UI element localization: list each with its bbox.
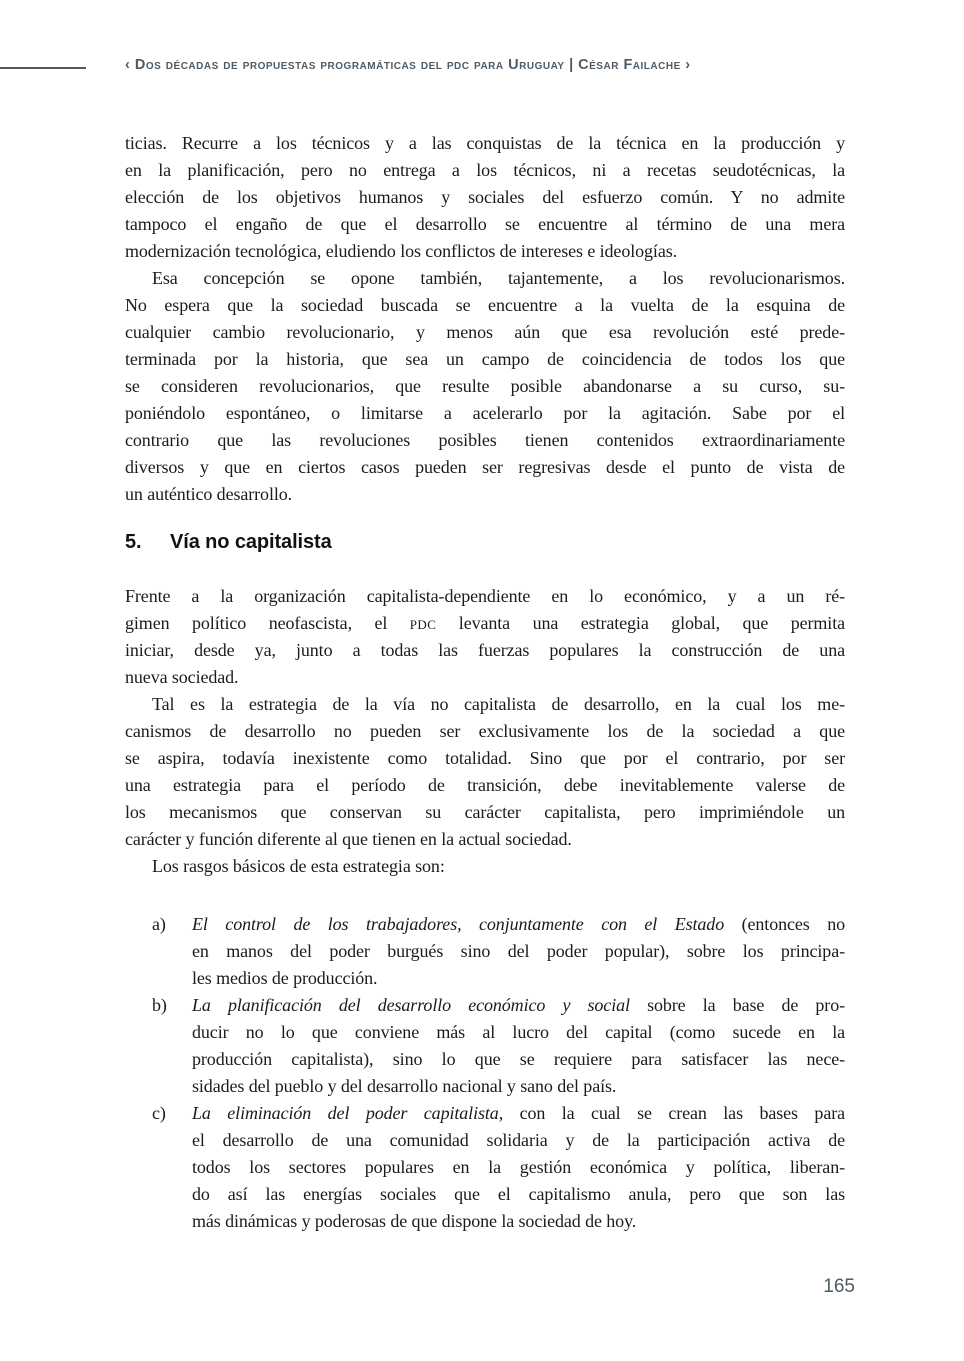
body-text: un auténtico desarrollo. (125, 484, 293, 504)
text-line (192, 1073, 845, 1100)
text-line (125, 346, 845, 373)
text-line (125, 130, 845, 157)
list-item-text (192, 911, 845, 992)
list-marker: b) (152, 995, 167, 1015)
text-line (192, 965, 845, 992)
body-text: terminada por la historia, que sea un campo de coincidencia de todos los que (125, 349, 845, 369)
section-title: Vía no capitalista (170, 531, 332, 553)
italic-text: El control de los trabajadores, conjuntamente con el Estado (192, 914, 725, 934)
text-line (125, 319, 845, 346)
body-text: contrario que las revoluciones posibles tienen contenidos extraordinariamente (125, 430, 845, 450)
body-text: les medios de producción. (192, 968, 378, 988)
list-item-text (192, 1100, 845, 1235)
body-text: se consideren revolucionarios, que resulte posible abandonarse a su curso, su- (125, 376, 845, 396)
body-text: nueva sociedad. (125, 667, 239, 687)
body-text: sidades del pueblo y del desarrollo nacional y sano del país. (192, 1076, 617, 1096)
body-text: diversos y que en ciertos casos pueden ser regresivas desde el punto de vista de (125, 457, 845, 477)
running-header: ‹ Dos décadas de propuestas programáticas del pdc para Uruguay | César Failache › (125, 57, 691, 73)
text-line (192, 911, 845, 938)
body-text: en manos del poder burgués sino del poder popular), sobre los principa- (192, 941, 845, 961)
text-line (125, 772, 845, 799)
text-line (125, 238, 845, 265)
text-line (192, 1181, 845, 1208)
body-text: sobre la base de pro- (629, 995, 845, 1015)
text-line (192, 1208, 845, 1235)
text-line (192, 992, 845, 1019)
text-line (125, 664, 845, 691)
list-marker: a) (152, 914, 166, 934)
text-line (125, 373, 845, 400)
italic-text: La eliminación del poder capitalista, (192, 1103, 504, 1123)
paragraph (125, 691, 845, 853)
text-line (192, 1154, 845, 1181)
text-line (125, 610, 845, 637)
body-text: Tal es la estrategia de la vía no capitalista de desarrollo, en la cual los me- (152, 694, 845, 714)
body-text: elección de los objetivos humanos y sociales del esfuerzo común. Y no admite (125, 187, 845, 207)
text-line (125, 745, 845, 772)
section-heading (125, 529, 845, 556)
body-text: más dinámicas y poderosas de que dispone la sociedad de hoy. (192, 1211, 637, 1231)
body-text: cualquier cambio revolucionario, y menos aún que esa revolución esté prede- (125, 322, 845, 342)
body-text: se aspira, todavía inexistente como totalidad. Sino que por el contrario, por ser (125, 748, 845, 768)
body-text: poniéndolo espontáneo, o limitarse a acelerarlo por la agitación. Sabe por el (125, 403, 845, 423)
body-text: canismos de desarrollo no pueden ser exclusivamente los de la sociedad a que (125, 721, 845, 741)
body-text: levanta una estrategia global, que permita (436, 613, 846, 633)
body-text: No espera que la sociedad buscada se encuentre a la vuelta de la esquina de (125, 295, 845, 315)
paragraph (125, 130, 845, 265)
italic-text: La planificación del desarrollo económico y social (192, 995, 630, 1015)
paragraph (125, 583, 845, 691)
body-text: Frente a la organización capitalista-dependiente en lo económico, y a un ré- (125, 586, 845, 606)
text-line (125, 826, 845, 853)
list-item (125, 992, 845, 1100)
paragraph (125, 265, 845, 508)
body-text: producción capitalista), sino lo que se requiere para satisfacer las nece- (192, 1049, 845, 1069)
page-body-text (125, 130, 845, 1235)
body-text: tampoco el engaño de que el desarrollo se encuentre al término de una mera (125, 214, 845, 234)
body-text: do así las energías sociales que el capitalismo anula, pero que son las (192, 1184, 845, 1204)
list-item (125, 1100, 845, 1235)
list-item (125, 911, 845, 992)
text-line (192, 1100, 845, 1127)
text-line (125, 799, 845, 826)
smallcaps-text: pdc (409, 613, 437, 633)
body-text: ticias. Recurre a los técnicos y a las conquistas de la técnica en la producción y (125, 133, 845, 153)
body-text: los mecanismos que conservan su carácter capitalista, pero imprimiéndole un (125, 802, 845, 822)
body-text: con la cual se crean las bases para (503, 1103, 845, 1123)
text-line (125, 481, 845, 508)
header-rule (0, 67, 86, 69)
text-line (125, 184, 845, 211)
body-text: Los rasgos básicos de esta estrategia son: (152, 856, 445, 876)
text-line (125, 211, 845, 238)
paragraph (125, 853, 845, 880)
text-line (125, 292, 845, 319)
text-line (125, 157, 845, 184)
text-line (125, 583, 845, 610)
text-line (125, 265, 845, 292)
body-text: todos los sectores populares en la gestión económica y política, liberan- (192, 1157, 845, 1177)
section-number: 5. (125, 531, 142, 553)
text-line (192, 1046, 845, 1073)
list-marker: c) (152, 1103, 166, 1123)
list-item-text (192, 992, 845, 1100)
body-text: iniciar, desde ya, junto a todas las fuerzas populares la construcción de una (125, 640, 845, 660)
page-number: 165 (823, 1276, 855, 1297)
body-text: ducir no lo que conviene más al lucro del capital (como sucede en la (192, 1022, 845, 1042)
text-line (125, 691, 845, 718)
body-text: en la planificación, pero no entrega a los técnicos, ni a recetas seudotécnicas, la (125, 160, 845, 180)
text-line (125, 400, 845, 427)
body-text: una estrategia para el período de transición, debe inevitablemente valerse de (125, 775, 845, 795)
body-text: carácter y función diferente al que tienen en la actual sociedad. (125, 829, 572, 849)
body-text: el desarrollo de una comunidad solidaria y de la participación activa de (192, 1130, 845, 1150)
text-line (125, 637, 845, 664)
text-line (192, 1127, 845, 1154)
text-line (125, 454, 845, 481)
body-text: (entonces no (724, 914, 845, 934)
text-line (192, 938, 845, 965)
text-line (192, 1019, 845, 1046)
body-text: Esa concepción se opone también, tajantemente, a los revolucionarismos. (152, 268, 845, 288)
body-text: modernización tecnológica, eludiendo los conflictos de intereses e ideologías. (125, 241, 678, 261)
text-line (125, 853, 845, 880)
text-line (125, 718, 845, 745)
body-text: gimen político neofascista, el (125, 613, 410, 633)
lettered-list (125, 911, 845, 1235)
text-line (125, 427, 845, 454)
